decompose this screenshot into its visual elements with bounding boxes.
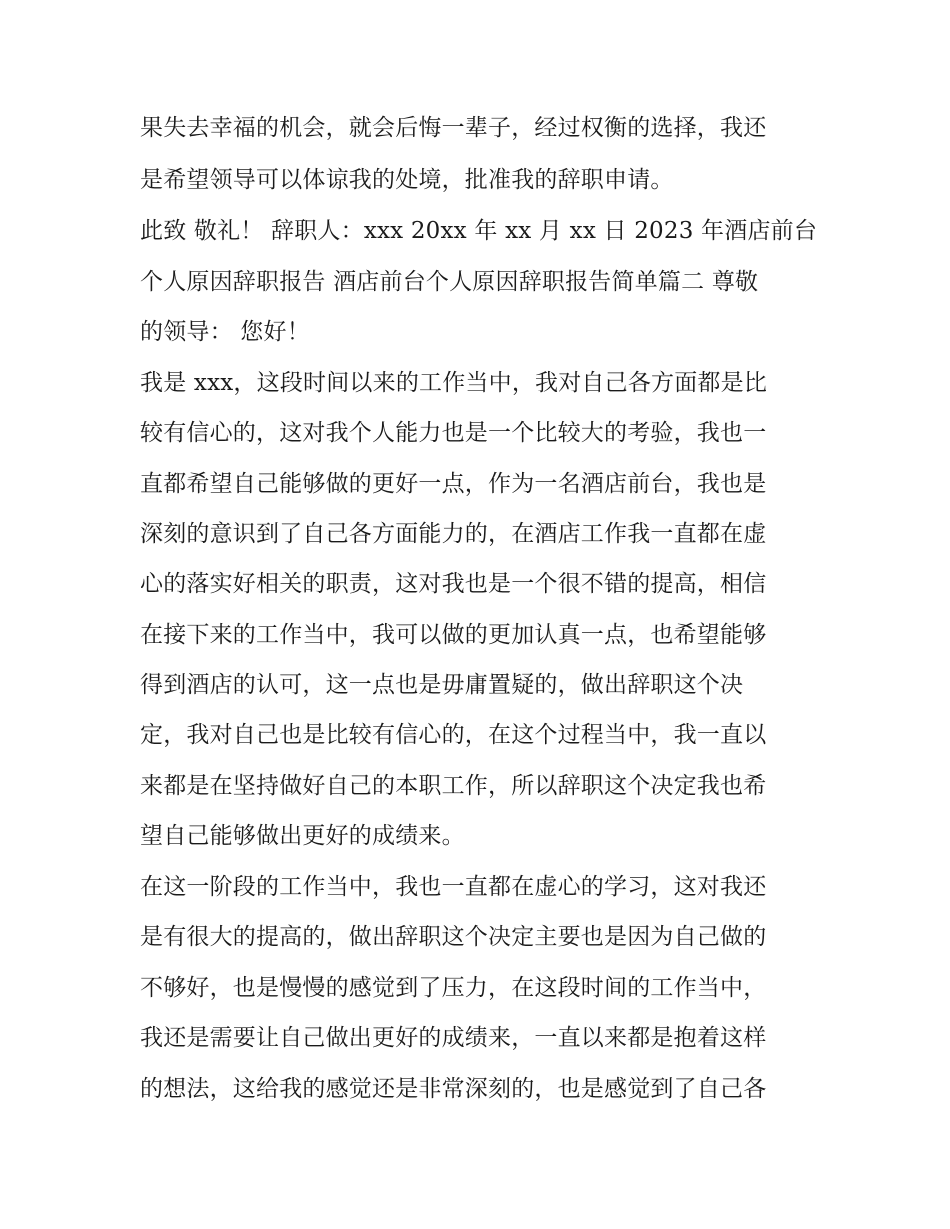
text-line: 直都希望自己能够做的更好一点，作为一名酒店前台，我也是	[140, 471, 767, 497]
text-line: 的领导： 您好！	[140, 319, 310, 345]
text-line: 我是 xxx，这段时间以来的工作当中，我对自己各方面都是比	[140, 370, 768, 396]
text-line: 个人原因辞职报告 酒店前台个人原因辞职报告简单篇二 尊敬	[140, 269, 759, 295]
text-line: 心的落实好相关的职责，这对我也是一个很不错的提高，相信	[140, 571, 767, 597]
text-line: 定，我对自己也是比较有信心的，在这个过程当中，我一直以	[140, 722, 767, 748]
text-line: 我还是需要让自己做出更好的成绩来，一直以来都是抱着这样	[140, 1025, 767, 1051]
text-line: 在这一阶段的工作当中，我也一直都在虚心的学习，这对我还	[140, 874, 767, 900]
text-line: 来都是在坚持做好自己的本职工作，所以辞职这个决定我也希	[140, 773, 767, 799]
text-line: 深刻的意识到了自己各方面能力的，在酒店工作我一直都在虚	[140, 521, 767, 547]
text-line: 较有信心的，这对我个人能力也是一个比较大的考验，我也一	[140, 420, 767, 446]
text-line: 不够好，也是慢慢的感觉到了压力，在这段时间的工作当中，	[140, 975, 767, 1001]
text-line: 得到酒店的认可，这一点也是毋庸置疑的，做出辞职这个决	[140, 672, 744, 698]
text-line: 在接下来的工作当中，我可以做的更加认真一点，也希望能够	[140, 622, 767, 648]
text-line: 的想法，这给我的感觉还是非常深刻的，也是感觉到了自己各	[140, 1076, 767, 1102]
text-line: 此致 敬礼！ 辞职人：xxx 20xx 年 xx 月 xx 日 2023 年酒店前台	[140, 218, 818, 244]
text-line: 是希望领导可以体谅我的处境，批准我的辞职申请。	[140, 167, 674, 193]
text-line: 望自己能够做出更好的成绩来。	[140, 823, 465, 849]
text-line: 果失去幸福的机会，就会后悔一辈子，经过权衡的选择，我还	[140, 115, 767, 141]
text-line: 是有很大的提高的，做出辞职这个决定主要也是因为自己做的	[140, 924, 767, 950]
